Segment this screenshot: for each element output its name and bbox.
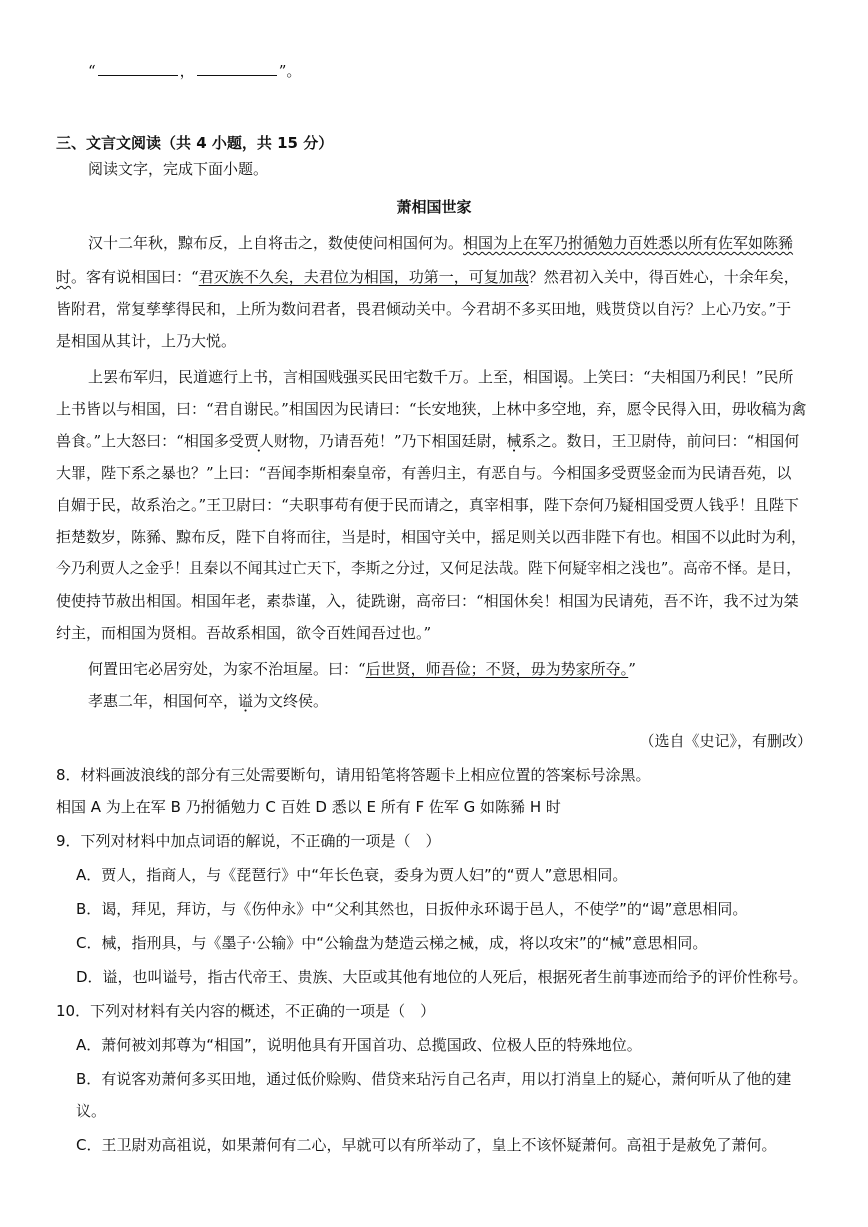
question-10-option-a[interactable]: A．萧何被刘邦尊为“相国”，说明他具有开国首功、总揽国政、位极人臣的特殊地位。 [76,1036,642,1054]
answer-blank-1[interactable] [98,61,178,76]
passage-p1-line3: 皆附君，常复孳孳得民和，上所为数问君者，畏君倾动关中。今君胡不多买田地，贱贳贷以自污？上心乃安。”于 [56,300,792,318]
passage-title: 萧相国世家 [396,198,472,216]
question-10-option-c[interactable]: C．王卫尉劝高祖说，如果萧何有二心，早就可以有所举动了，皇上不该怀疑萧何。高祖于是赦免了萧何。 [76,1136,777,1154]
fill-blank-line: “ ， ”。 [88,62,302,80]
passage-p2-line4: 大罪，陛下系之暴也？”上曰：“吾闻李斯相秦皇帝，有善归主，有恶自与。今相国多受贾竖金而为民请吾苑，以 [56,464,792,482]
passage-p2-line9: 纣主，而相国为贤相。吾故系相国，欲令百姓闻吾过也。” [56,624,432,642]
question-9-option-a[interactable]: A．贾人，指商人，与《琵琶行》中“年长色衰，委身为贾人妇”的“贾人”意思相同。 [76,866,628,884]
passage-p4-line1: 孝惠二年，相国何卒，谥为文终侯。 [88,692,329,710]
question-9-option-b[interactable]: B．谒，拜见，拜访，与《伤仲永》中“父利其然也，日扳仲永环谒于邑人，不使学”的“谒”意思相同。 [76,900,748,918]
answer-blank-2[interactable] [197,61,277,76]
passage-p2-line6: 拒楚数岁，陈豨、黥布反，陛下自将而往，当是时，相国守关中，摇足则关以西非陛下有也。相国不以此时为利， [56,528,807,546]
passage-p2-line8: 使使持节赦出相国。相国年老，素恭谨，入，徒跣谢，高帝曰：“相国休矣！相国为民请苑，吾不许，我不过为桀 [56,592,799,610]
section-heading: 三、文言文阅读（共 4 小题，共 15 分） [56,134,334,152]
wavy-line-segment: 时 [56,268,72,286]
passage-p1-line2: 时。客有说相国曰：“君灭族不久矣，夫君位为相国，功第一，可复加哉？然君初入关中，得百姓心，十余年矣， [56,268,799,286]
passage-p1-line4: 是相国从其计，上乃大悦。 [56,332,237,350]
section-instruction: 阅读文字，完成下面小题。 [88,160,269,178]
question-8-stem: 8．材料画波浪线的部分有三处需要断句，请用铅笔将答题卡上相应位置的答案标号涂黑。 [56,766,651,784]
passage-p2-line2: 上书皆以与相国，曰：“君自谢民。”相国因为民请曰：“长安地狭，上林中多空地，弃，愿令民得入田，毋收稿为禽 [56,400,807,418]
question-9-stem: 9．下列对材料中加点词语的解说，不正确的一项是（ ） [56,832,441,850]
passage-p2-line3: 兽食。”上大怒曰：“相国多受贾人财物，乃请吾苑！”乃下相国廷尉，械系之。数日，王卫尉侍，前问曰：“相国何 [56,432,800,450]
dotted-word-shi: 谥 [238,692,254,710]
passage-p2-line5: 自媚于民，故系治之。”王卫尉曰：“夫职事苟有便于民而请之，真宰相事，陛下奈何乃疑相国受贾人钱乎！且陛下 [56,496,799,514]
wavy-line-segment: 相国为上在军乃拊循勉力百姓悉以所有佐军如陈豨 [463,234,794,252]
dotted-word-jiaren: 贾人 [243,432,274,450]
question-10-stem: 10．下列对材料有关内容的概述，不正确的一项是（ ） [56,1002,436,1020]
passage-p2-line7: 今乃利贾人之金乎！且秦以不闻其过亡天下，李斯之分过，又何足法哉。陛下何疑宰相之浅也”。高帝不怿。是日， [56,560,802,577]
question-9-option-c[interactable]: C．械，指刑具，与《墨子·公输》中“公输盘为楚造云梯之械，成，将以攻宋”的“械”意思相同。 [76,934,708,952]
dotted-word-ye: 谒 [553,368,569,386]
passage-p2-line1: 上罢布军归，民道遮行上书，言相国贱强买民田宅数千万。上至，相国谒。上笑曰：“夫相国乃利民！”民所 [88,368,794,386]
question-8-options: 相国 A 为上在军 B 乃拊循勉力 C 百姓 D 悉以 E 所有 F 佐军 G 如陈豨 H 时 [56,798,561,816]
underlined-sentence: 后世贤，师吾俭；不贤，毋为势家所夺。 [365,660,629,678]
question-10-option-b-cont: 议。 [76,1102,107,1120]
passage-p1-line1: 汉十二年秋，黥布反，上自将击之，数使使问相国何为。相国为上在军乃拊循勉力百姓悉以所有佐军如陈豨 [88,234,794,252]
underlined-sentence: 君灭族不久矣，夫君位为相国，功第一，可复加哉 [198,268,529,286]
dotted-word-xie: 械 [506,432,522,450]
passage-p3-line1: 何置田宅必居穷处，为家不治垣屋。曰：“后世贤，师吾俭；不贤，毋为势家所夺。” [88,660,636,678]
passage-source: （选自《史记》，有删改） [639,732,812,750]
question-10-option-b[interactable]: B．有说客劝萧何多买田地，通过低价赊购、借贷来玷污自己名声，用以打消皇上的疑心，萧何听从了他的建 [76,1070,792,1088]
question-9-option-d[interactable]: D．谥，也叫谥号，指古代帝王、贵族、大臣或其他有地位的人死后，根据死者生前事迹而给予的评价性称号。 [76,968,808,986]
